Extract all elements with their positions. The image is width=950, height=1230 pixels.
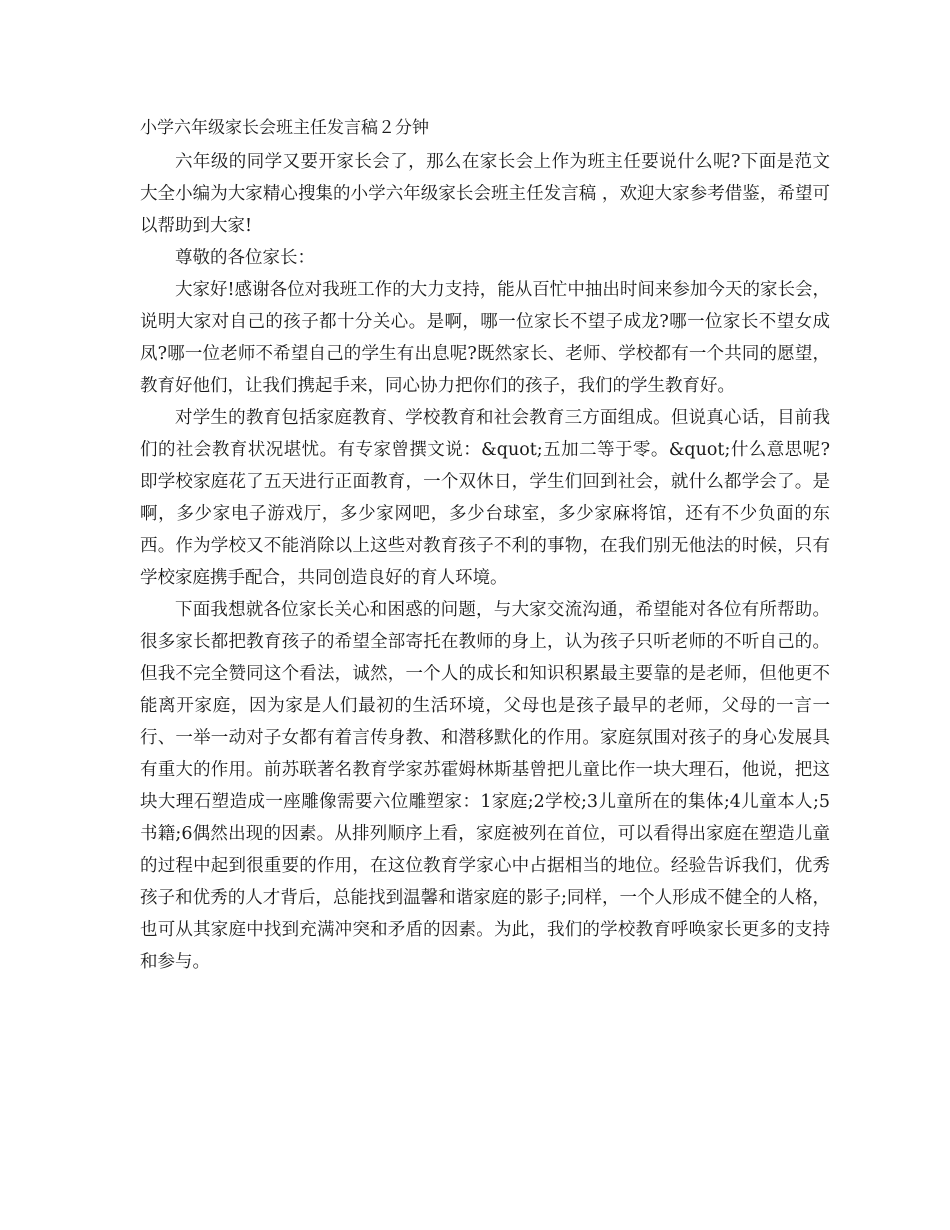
paragraph-social-education: 对学生的教育包括家庭教育、学校教育和社会教育三方面组成。但说真心话，目前我们的社会教育状况堪忧。有专家曾撰文说：&quot;五加二等于零。&quot;什么意思呢?即学校家庭花了五天进行正面教育，一个双休日，学生们回到社会，就什么都学会了。是啊，多少家电子游戏厅，多少家网吧，多少台球室，多少家麻将馆，还有不少负面的东西。作为学校又不能消除以上这些对教育孩子不利的事物，在我们别无他法的时候，只有学校家庭携手配合，共同创造良好的育人环境。 <box>140 408 830 588</box>
paragraph-greeting: 大家好!感谢各位对我班工作的大力支持，能从百忙中抽出时间来参加今天的家长会，说明大家对自己的孩子都十分关心。是啊，哪一位家长不望子成龙?哪一位家长不望女成凤?哪一位老师不希望自己的学生有出息呢?既然家长、老师、学校都有一个共同的愿望，教育好他们，让我们携起手来，同心协力把你们的孩子，我们的学生教育好。 <box>140 280 830 396</box>
paragraph-intro: 六年级的同学又要开家长会了，那么在家长会上作为班主任要说什么呢?下面是范文大全小编为大家精心搜集的小学六年级家长会班主任发言稿 ，欢迎大家参考借鉴，希望可以帮助到大家! <box>140 152 830 236</box>
paragraph-family-education: 下面我想就各位家长关心和困惑的问题，与大家交流沟通，希望能对各位有所帮助。很多家长都把教育孩子的希望全部寄托在教师的身上，认为孩子只听老师的不听自己的。但我不完全赞同这个看法，诚然，一个人的成长和知识积累最主要靠的是老师，但他更不能离开家庭，因为家是人们最初的生活环境，父母也是孩子最早的老师，父母的一言一行、一举一动对子女都有着言传身教、和潜移默化的作用。家庭氛围对孩子的身心发展具有重大的作用。前苏联著名教育学家苏霍姆林斯基曾把儿童比作一块大理石，他说，把这块大理石塑造成一座雕像需要六位雕塑家：1家庭;2学校;3儿童所在的集体;4儿童本人;5书籍;6偶然出现的因素。从排列顺序上看，家庭被列在首位，可以看得出家庭在塑造儿童的过程中起到很重要的作用，在这位教育学家心中占据相当的地位。经验告诉我们，优秀孩子和优秀的人才背后，总能找到温馨和谐家庭的影子;同样，一个人形成不健全的人格，也可从其家庭中找到充满冲突和矛盾的因素。为此，我们的学校教育呼唤家长更多的支持和参与。 <box>140 600 830 972</box>
document-page <box>140 112 830 978</box>
paragraph-salutation: 尊敬的各位家长： <box>175 248 315 268</box>
document-title: 小学六年级家长会班主任发言稿２分钟 <box>140 118 429 138</box>
